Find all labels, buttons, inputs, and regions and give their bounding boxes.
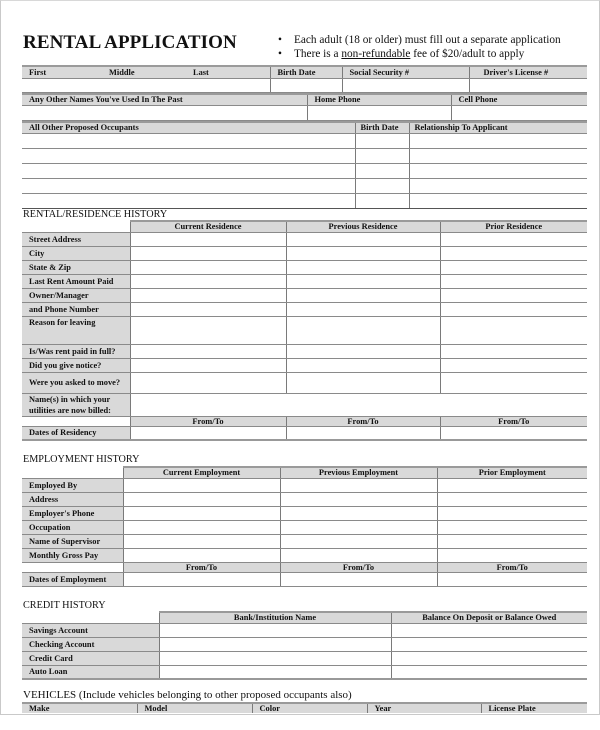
blank-cell: [22, 221, 130, 232]
ssn-field[interactable]: [342, 78, 469, 92]
other-names-table: [22, 93, 587, 121]
current-employment-field[interactable]: [123, 534, 280, 548]
instructions-list: [276, 33, 561, 61]
employment-col-header: Current Employment: [123, 467, 280, 478]
from-to-label: From/To: [286, 416, 440, 426]
row-label: Last Rent Amount Paid: [22, 274, 130, 288]
row-label: State & Zip: [22, 260, 130, 274]
page-title: RENTAL APPLICATION: [23, 32, 237, 53]
current-employment-field[interactable]: [123, 520, 280, 534]
occupant-name-field[interactable]: [22, 178, 355, 193]
previous-residence-field[interactable]: [286, 344, 440, 358]
previous-employment-field[interactable]: [280, 548, 437, 562]
row-label: Did you give notice?: [22, 358, 130, 372]
employment-section-title: EMPLOYMENT HISTORY: [23, 454, 140, 465]
previous-employment-dates-field[interactable]: [280, 572, 437, 586]
bank-name-field[interactable]: [159, 623, 391, 637]
relationship-label: Relationship To Applicant: [409, 122, 587, 133]
blank-cell: [22, 612, 159, 623]
license-label: Driver's License #: [469, 66, 587, 78]
other-names-field[interactable]: [22, 105, 307, 120]
occupants-label: All Other Proposed Occupants: [22, 122, 355, 133]
row-label: Name of Supervisor: [22, 534, 123, 548]
occupant-name-field[interactable]: [22, 163, 355, 178]
row-label: and Phone Number: [22, 302, 130, 316]
prior-residence-field[interactable]: [440, 302, 587, 316]
previous-residence-field[interactable]: [286, 288, 440, 302]
birth-date-label: Birth Date: [270, 66, 342, 78]
balance-field[interactable]: [391, 665, 587, 679]
previous-residence-field[interactable]: [286, 232, 440, 246]
prior-residence-field[interactable]: [440, 316, 587, 344]
license-plate-label: License Plate: [481, 703, 587, 713]
name-field[interactable]: [22, 78, 270, 92]
row-label: Street Address: [22, 232, 130, 246]
occupant-birth-date-field[interactable]: [355, 133, 409, 148]
row-label: Were you asked to move?: [22, 372, 130, 393]
current-residence-field[interactable]: [130, 358, 286, 372]
previous-employment-field[interactable]: [280, 492, 437, 506]
occupant-relationship-field[interactable]: [409, 163, 587, 178]
occupant-birth-date-field[interactable]: [355, 193, 409, 208]
other-names-label: Any Other Names You've Used In The Past: [22, 94, 307, 105]
balance-field[interactable]: [391, 623, 587, 637]
prior-employment-field[interactable]: [437, 548, 587, 562]
cell-phone-field[interactable]: [451, 105, 587, 120]
rental-col-header: Prior Residence: [440, 221, 587, 232]
employment-col-header: Previous Employment: [280, 467, 437, 478]
row-label: Dates of Residency: [22, 426, 130, 440]
previous-residence-dates-field[interactable]: [286, 426, 440, 440]
middle-label: Middle: [102, 66, 186, 78]
row-label: Employer's Phone: [22, 506, 123, 520]
prior-residence-field[interactable]: [440, 232, 587, 246]
row-label: Checking Account: [22, 637, 159, 651]
row-label: Name(s) in which your utilities are now billed:: [22, 393, 130, 416]
current-residence-field[interactable]: [130, 302, 286, 316]
ssn-label: Social Security #: [342, 66, 469, 78]
from-to-label: From/To: [280, 562, 437, 572]
current-residence-field[interactable]: [130, 232, 286, 246]
credit-col-header: Bank/Institution Name: [159, 612, 391, 623]
row-label: Owner/Manager: [22, 288, 130, 302]
credit-table: [22, 611, 587, 680]
current-employment-field[interactable]: [123, 492, 280, 506]
row-label: Savings Account: [22, 623, 159, 637]
license-field[interactable]: [469, 78, 587, 92]
utilities-names-field[interactable]: [130, 393, 587, 416]
occupant-birth-date-field[interactable]: [355, 163, 409, 178]
from-to-label: From/To: [437, 562, 587, 572]
from-to-label: From/To: [440, 416, 587, 426]
current-residence-field[interactable]: [130, 316, 286, 344]
home-phone-label: Home Phone: [307, 94, 451, 105]
vehicles-section-title: VEHICLES (Include vehicles belonging to other proposed occupants also): [23, 689, 352, 701]
first-label: First: [22, 66, 102, 78]
row-label: Occupation: [22, 520, 123, 534]
occupant-relationship-field[interactable]: [409, 148, 587, 163]
occupant-relationship-field[interactable]: [409, 133, 587, 148]
blank-cell: [22, 562, 123, 572]
occupant-name-field[interactable]: [22, 193, 355, 208]
previous-residence-field[interactable]: [286, 246, 440, 260]
bank-name-field[interactable]: [159, 665, 391, 679]
prior-employment-dates-field[interactable]: [437, 572, 587, 586]
current-residence-field[interactable]: [130, 274, 286, 288]
row-label: Monthly Gross Pay: [22, 548, 123, 562]
row-label: Auto Loan: [22, 665, 159, 679]
current-employment-field[interactable]: [123, 506, 280, 520]
prior-residence-field[interactable]: [440, 344, 587, 358]
rental-col-header: Previous Residence: [286, 221, 440, 232]
current-employment-dates-field[interactable]: [123, 572, 280, 586]
current-residence-field[interactable]: [130, 288, 286, 302]
bank-name-field[interactable]: [159, 637, 391, 651]
birth-date-field[interactable]: [270, 78, 342, 92]
row-label: Employed By: [22, 478, 123, 492]
prior-residence-field[interactable]: [440, 358, 587, 372]
previous-residence-field[interactable]: [286, 358, 440, 372]
prior-employment-field[interactable]: [437, 534, 587, 548]
row-label: Reason for leaving: [22, 316, 130, 344]
occupant-relationship-field[interactable]: [409, 178, 587, 193]
employment-col-header: Prior Employment: [437, 467, 587, 478]
year-label: Year: [367, 703, 481, 713]
employment-table: [22, 466, 587, 587]
bullet-icon: •: [278, 48, 282, 60]
previous-residence-field[interactable]: [286, 260, 440, 274]
row-label: Dates of Employment: [22, 572, 123, 586]
occupant-relationship-field[interactable]: [409, 193, 587, 208]
from-to-label: From/To: [130, 416, 286, 426]
prior-residence-field[interactable]: [440, 260, 587, 274]
previous-employment-field[interactable]: [280, 478, 437, 492]
row-label: Is/Was rent paid in full?: [22, 344, 130, 358]
previous-residence-field[interactable]: [286, 274, 440, 288]
occupants-table: [22, 121, 587, 209]
instruction-text: There is a: [294, 48, 342, 60]
bullet-icon: •: [278, 34, 282, 46]
last-label: Last: [186, 66, 270, 78]
model-label: Model: [137, 703, 252, 713]
current-residence-field[interactable]: [130, 246, 286, 260]
instruction-emphasis: non-refundable: [341, 48, 411, 60]
previous-employment-field[interactable]: [280, 534, 437, 548]
previous-residence-field[interactable]: [286, 302, 440, 316]
current-employment-field[interactable]: [123, 548, 280, 562]
occupant-birth-date-field[interactable]: [355, 148, 409, 163]
previous-employment-field[interactable]: [280, 506, 437, 520]
row-label: Credit Card: [22, 651, 159, 665]
rental-table: [22, 220, 587, 441]
prior-employment-field[interactable]: [437, 506, 587, 520]
instruction-text: Each adult (18 or older) must fill out a separate application: [294, 34, 561, 46]
previous-residence-field[interactable]: [286, 316, 440, 344]
credit-section-title: CREDIT HISTORY: [23, 600, 106, 611]
blank-cell: [22, 467, 123, 478]
home-phone-field[interactable]: [307, 105, 451, 120]
prior-employment-field[interactable]: [437, 520, 587, 534]
cell-phone-label: Cell Phone: [451, 94, 587, 105]
applicant-table: [22, 65, 587, 93]
current-residence-field[interactable]: [130, 260, 286, 274]
make-label: Make: [22, 703, 137, 713]
occupant-name-field[interactable]: [22, 148, 355, 163]
balance-field[interactable]: [391, 651, 587, 665]
prior-employment-field[interactable]: [437, 478, 587, 492]
credit-col-header: Balance On Deposit or Balance Owed: [391, 612, 587, 623]
blank-cell: [22, 416, 130, 426]
current-residence-field[interactable]: [130, 344, 286, 358]
prior-residence-field[interactable]: [440, 372, 587, 393]
occupant-name-field[interactable]: [22, 133, 355, 148]
row-label: Address: [22, 492, 123, 506]
from-to-label: From/To: [123, 562, 280, 572]
color-label: Color: [252, 703, 367, 713]
occupant-birth-date-label: Birth Date: [355, 122, 409, 133]
instruction-item: [276, 33, 561, 47]
current-residence-field[interactable]: [130, 372, 286, 393]
rental-col-header: Current Residence: [130, 221, 286, 232]
prior-employment-field[interactable]: [437, 492, 587, 506]
prior-residence-field[interactable]: [440, 288, 587, 302]
instruction-item: [276, 47, 561, 61]
previous-residence-field[interactable]: [286, 372, 440, 393]
vehicles-table: [22, 702, 587, 713]
prior-residence-dates-field[interactable]: [440, 426, 587, 440]
occupant-birth-date-field[interactable]: [355, 178, 409, 193]
balance-field[interactable]: [391, 637, 587, 651]
bank-name-field[interactable]: [159, 651, 391, 665]
rental-section-title: RENTAL/RESIDENCE HISTORY: [23, 209, 168, 220]
previous-employment-field[interactable]: [280, 520, 437, 534]
prior-residence-field[interactable]: [440, 246, 587, 260]
row-label: City: [22, 246, 130, 260]
current-residence-dates-field[interactable]: [130, 426, 286, 440]
prior-residence-field[interactable]: [440, 274, 587, 288]
instruction-text: fee of $20/adult to apply: [410, 48, 525, 60]
current-employment-field[interactable]: [123, 478, 280, 492]
